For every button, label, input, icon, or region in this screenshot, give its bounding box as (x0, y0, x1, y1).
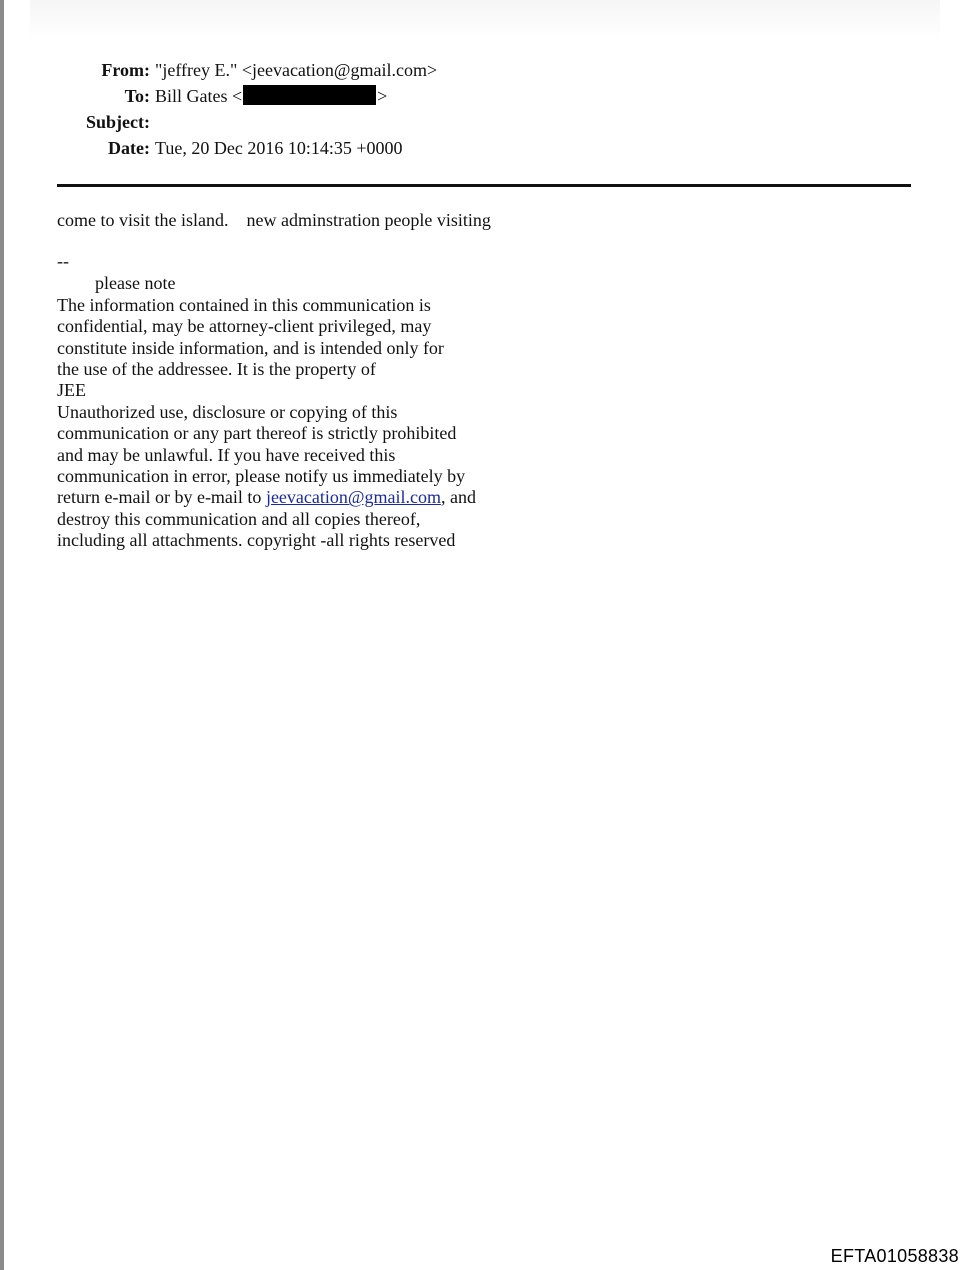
disclaimer-line: and may be unlawful. If you have received this (57, 444, 396, 465)
redaction-box (243, 85, 376, 105)
date-row (0, 136, 402, 160)
page-left-edge (0, 0, 4, 1270)
email-link[interactable]: jeevacation@gmail.com (265, 487, 441, 508)
to-row (0, 84, 387, 108)
to-label: To: (124, 86, 150, 106)
disclaimer-line: communication or any part thereof is strictly prohibited (57, 423, 457, 444)
disclaimer-line: The information contained in this communication is (57, 294, 431, 315)
document-id: EFTA01058838 (830, 1246, 959, 1266)
disclaimer-line: the use of the addressee. It is the property of (57, 359, 376, 380)
subject-row (0, 110, 155, 134)
disclaimer-line: constitute inside information, and is intended only for (57, 337, 444, 358)
notify-line (57, 487, 577, 508)
please-note-heading: please note (95, 273, 176, 294)
subject-label: Subject: (86, 112, 150, 132)
from-row (0, 58, 437, 82)
disclaimer-line: Unauthorized use, disclosure or copying of this (57, 401, 398, 422)
to-value (155, 86, 387, 106)
date-label: Date: (108, 138, 150, 158)
message-text: come to visit the island. new adminstration people visiting (57, 210, 491, 230)
from-label: From: (101, 60, 150, 80)
notify-suffix: , and (440, 487, 476, 508)
disclaimer (57, 295, 577, 552)
disclaimer-line: including all attachments. copyright -all rights reserved (57, 530, 456, 551)
disclaimer-line: JEE (57, 380, 86, 401)
disclaimer-line: communication in error, please notify us immediately by (57, 466, 466, 487)
from-value: "jeffrey E." <jeevacation@gmail.com> (155, 60, 438, 80)
header-divider (57, 184, 911, 187)
notify-prefix: return e-mail or by e-mail to (57, 487, 266, 508)
to-recipient-close: > (377, 86, 388, 106)
disclaimer-line: destroy this communication and all copies thereof, (57, 508, 421, 529)
disclaimer-line: confidential, may be attorney-client privileged, may (57, 316, 432, 337)
signature-separator: -- (57, 251, 69, 272)
email-body (57, 210, 577, 552)
date-value: Tue, 20 Dec 2016 10:14:35 +0000 (155, 138, 403, 158)
to-recipient-name: Bill Gates < (155, 86, 243, 106)
scan-top-shading (30, 0, 940, 40)
